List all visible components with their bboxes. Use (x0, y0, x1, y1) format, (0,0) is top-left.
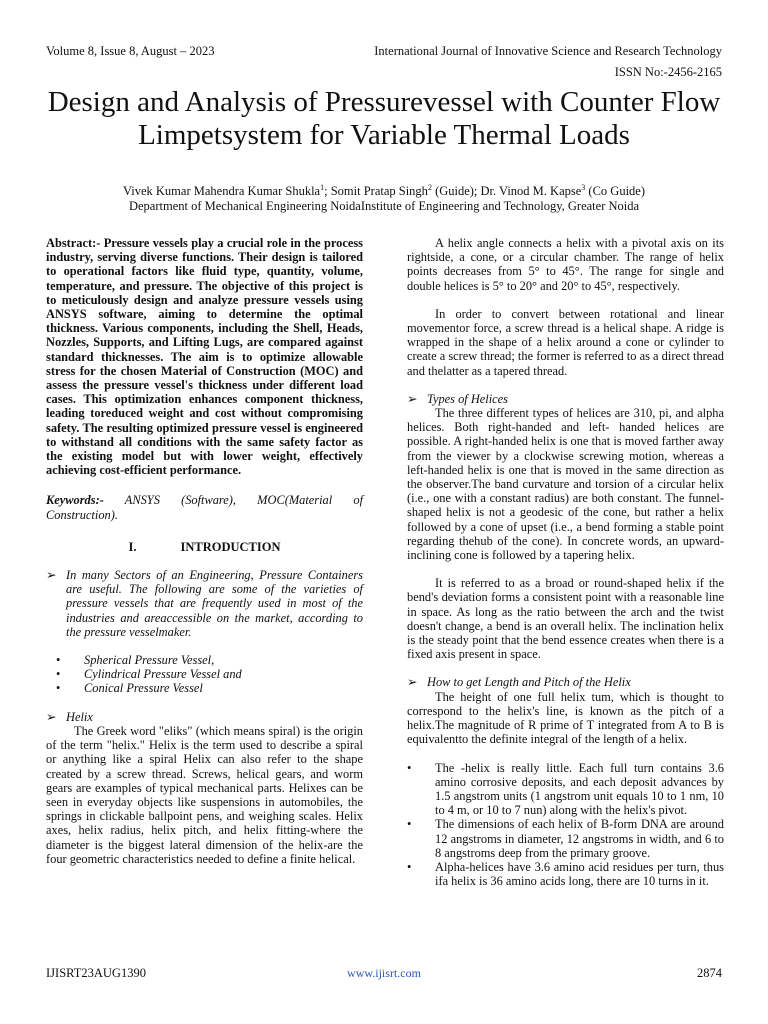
list-item: • Alpha-helices have 3.6 amino acid residues per turn, thus ifa helix is 36 amino acids long, there are 10 turns in it. (407, 859, 724, 889)
section-heading (46, 540, 363, 554)
paragraph: It is referred to as a broad or round-shaped helix if the bend's deviation forms a consistent point with a reasonable line in space. As long as the ratio between the arch and the twist doesn't change, a bend is an overall helix. The inclination helix is the steady point that the bend essence creates when there is a fixed axis present in space. (407, 576, 724, 662)
affiliation: Department of Mechanical Engineering NoidaInstitute of Engineering and Technology, Greater Noida (128, 199, 640, 214)
author-line (30, 180, 738, 199)
list-item: • The -helix is really little. Each full turn contains 3.6 amino corrosive deposits, and each deposit advances by 1.5 angstrom units (1 angstrom unit equals 10 to 1 nm, 10 to 4 m, or 10 to 7 nun) along with the helix's pivot. (407, 760, 724, 818)
helix-paragraph: The Greek word "eliks" (which means spiral) is the origin of the term "helix." Helix is the term used to describe a spiral or anything like a spiral Helix can also refer to the shape created by a screw thread. Screws, helical gears, and worm gears are examples of typical mechanical parts. Helixes can be seen in everyday objects like suspensions in automobiles, the springs in clickable ballpoint pens, and weighing scales. Helix axes, helix radius, helix pitch, and helix fitting-where the diameter is the biggest lateral dimension of the helix-are the four geometric characteristics needed to define a finite helical. (46, 723, 363, 866)
left-column (46, 236, 363, 866)
subheading-text: Helix (66, 709, 93, 724)
right-column (407, 236, 724, 888)
section-number: I. (128, 539, 137, 554)
types-subheading (407, 392, 724, 406)
list-item: • The dimensions of each helix of B-form DNA are around 12 angstroms in diameter, 12 angstroms in width, and 6 to 8 angstroms deep from the primary groove. (407, 817, 724, 860)
issn: ISSN No:-2456-2165 (614, 65, 722, 79)
intro-list-item (46, 568, 363, 639)
author-name: Vivek Kumar Mahendra Kumar Shukla (122, 184, 321, 199)
length-subheading (407, 675, 724, 689)
paragraph: In order to convert between rotational and linear movementor force, a screw thread is a helical shape. A ridge is wrapped in the shape of a helix around a cone or cylinder to create a screw thread; the former is referred to as a direct thread and thelatter as a tapered thread. (407, 306, 724, 378)
intro-text: In many Sectors of an Engineering, Pressure Containers are useful. The following are some of the varieties of pressure vessels that are frequently used in most of the industries and areaccessible on the market, according to the pressure vesselmaker. (66, 568, 363, 639)
keywords-text: ANSYS (Software), MOC(Material of Construction). (46, 493, 364, 522)
bullet-icon: • (407, 760, 412, 775)
website-link[interactable]: www.ijisrt.com (347, 966, 421, 980)
abstract: Abstract:- Pressure vessels play a crucial role in the process industry, serving diverse functions. Their design is tailored to operational factors like fluid type, quantity, volume, temperature, and pressure. The objective of this project is to meticulously design and analyze pressure vessels using ANSYS software, aiming to determine the optimal thickness. Various components, including the Shell, Heads, Nozzles, Supports, and Lifting Lugs, are compared against standard thicknesses. The aim is to optimize allowable stress for the chosen Material of Construction (MOC) and assess the pressure vessel's thickness under different load cases. This optimization enhances component thickness, leading toreduced weight and cost without compromising safety. The resulting optimized pressure vessel is engineered to withstand all conditions with the same safety factor as the existing model but with lower weight, effectively achieving cost-efficient performance. (46, 236, 363, 478)
subheading-text: How to get Length and Pitch of the Helix (427, 675, 631, 690)
page-number: 2874 (697, 966, 722, 980)
list-item: • Spherical Pressure Vessel, (56, 653, 215, 668)
helix-facts-list (407, 761, 724, 889)
helix-subheading (46, 710, 363, 724)
paper-title: Design and Analysis of Pressurevessel with Counter Flow Limpetsystem for Variable Thermal Loads (47, 86, 721, 151)
bullet-icon: • (56, 681, 61, 696)
paragraph: A helix angle connects a helix with a pivotal axis on its rightside, a cone, or a circular chamber. The range of helix points decreases from 5° to 45°. The range for single and double helices is 5° to 20° and 20° to 45°, respectively. (407, 236, 724, 293)
bullet-icon: • (407, 817, 412, 832)
affiliation-mark: 1 (320, 183, 325, 192)
journal-name: International Journal of Innovative Science and Research Technology (374, 44, 722, 58)
vessel-type-list (56, 653, 363, 696)
author-role: (Co Guide) (585, 184, 646, 199)
author-name: ; Somit Pratap Singh (324, 184, 428, 199)
arrow-bullet-icon: ➢ (46, 568, 57, 583)
arrow-bullet-icon: ➢ (46, 709, 57, 724)
paragraph: The three different types of helices are 310, pi, and alpha helices. Both right-handed and left- handed helices are possible. A right-handed helix is one that is moved farther away from the viewer by a clockwise screwing motion, whereas a left-handed helix is one that is moved in the same direction as the observer.The band curvature and torsion of a circular helix (i.e., one with a constant radius) are both constant. The funnel-shaped helix is not a geodesic of the cone, but rather a helix followed by a cone of upset (i.e., a bend forming a stable point regarding thehub of the cone). In concrete words, an upward-inclining cone is followed by a tapering helix. (407, 406, 724, 563)
author-block (30, 180, 738, 214)
bullet-icon: • (407, 859, 412, 874)
arrow-bullet-icon: ➢ (407, 391, 418, 406)
paper-code: IJISRT23AUG1390 (46, 966, 146, 980)
bullet-icon: • (56, 667, 61, 682)
list-item: • Cylindrical Pressure Vessel and (56, 667, 242, 682)
bullet-icon: • (56, 653, 61, 668)
arrow-bullet-icon: ➢ (407, 675, 418, 690)
affiliation-mark: 2 (427, 183, 432, 192)
paragraph: The height of one full helix tum, which is thought to correspond to the helix's line, is known as the pitch of a helix.The magnitude of R prime of T integrated from A to B is equivalentto the definite integral of the length of a helix. (407, 689, 724, 747)
subheading-text: Types of Helices (427, 391, 508, 406)
list-item: • Conical Pressure Vessel (56, 681, 203, 696)
volume-info: Volume 8, Issue 8, August – 2023 (46, 44, 215, 58)
keywords (46, 493, 363, 521)
section-title: INTRODUCTION (180, 539, 281, 554)
affiliation-mark: 3 (581, 183, 586, 192)
author-name: (Guide); Dr. Vinod M. Kapse (431, 184, 582, 199)
keywords-label: Keywords:- (46, 493, 104, 508)
